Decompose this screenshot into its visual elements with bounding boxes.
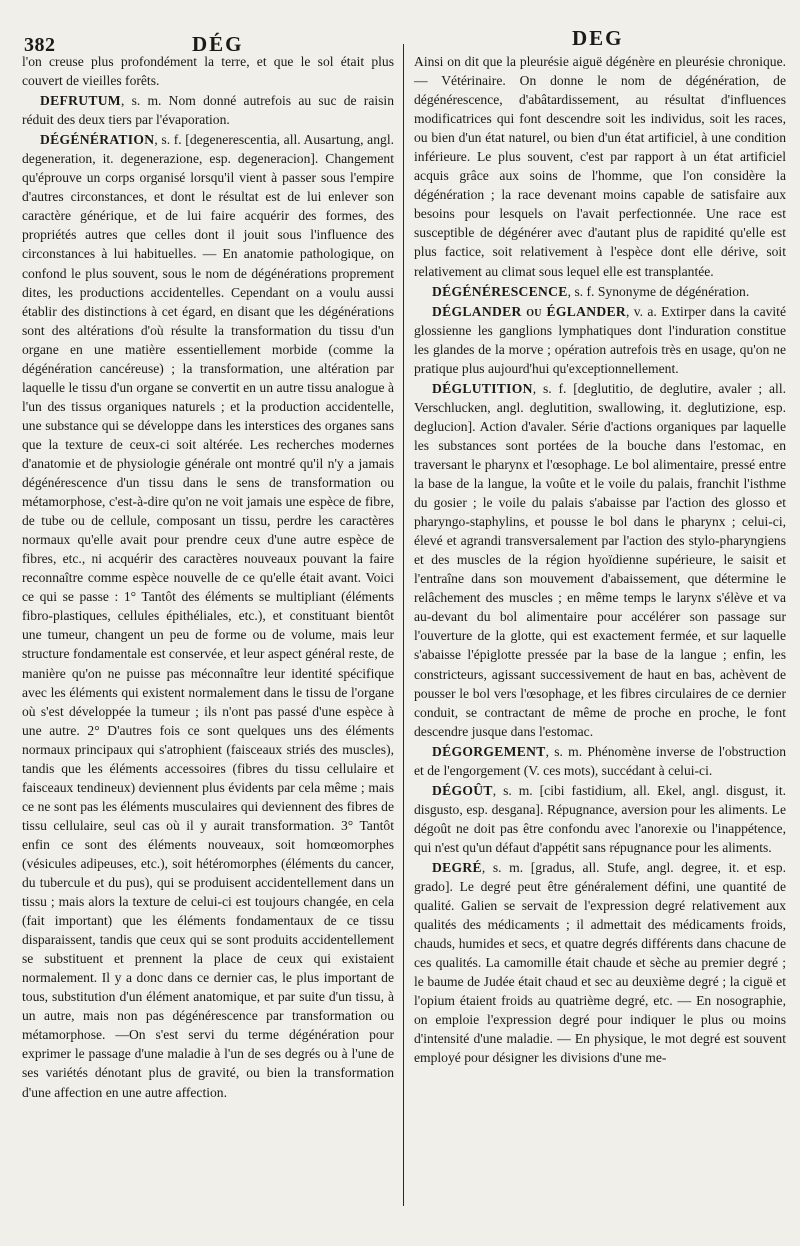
continued-paragraph <box>22 52 394 90</box>
entry-definition: Phénomène inverse de l'obstruction et de l'engorgement (V. ces mots), succédant à celui-ci. <box>414 743 786 778</box>
entry-part-of-speech: , s. f. <box>154 132 182 148</box>
left-column <box>22 52 394 1102</box>
left-running-head: DÉG <box>192 32 244 56</box>
entry-part-of-speech: , s. m. <box>492 782 533 798</box>
entry-part-of-speech: , s. m. <box>481 859 524 875</box>
entry-headword: DEGRÉ <box>432 859 482 875</box>
entry-headword: DÉGORGEMENT <box>432 743 546 759</box>
entry-part-of-speech: , s. f. <box>532 380 567 396</box>
page-header <box>6 18 792 56</box>
entry-part-of-speech: , s. f. <box>567 283 595 299</box>
entry-headword: DÉGÉNÉRESCENCE <box>432 283 568 299</box>
entry-definition: Nom donné autrefois au suc de raisin réduit des deux tiers par l'évaporation. <box>22 93 394 128</box>
entry-definition: [deglutitio, de deglutire, avaler ; all. Verschlucken, angl. deglutition, swallowing, it. deglutizione, esp. deglucion]. Action d'avaler. Série d'actions organiques par laquelle les substances sont portées de la bouche dans l'estomac, en traversant le pharynx et l'œsophage. Le bol alimentaire, pressé entre la base de la langue, la voûte et le voile du palais, franchit l'isthme du gosier ; le voile du palais s'abaisse par l'action des glosso et pharyngo-staphylins, et pousse le bol dans le pharynx ; celui-ci, élevé et agrandi transversalement par l'action des stylo-pharyngiens et des muscles de la région hyoïdienne supérieure, le saisit et l'entraîne dans son mouvement d'abaissement, que détermine le relâchement des muscles ; en même temps le larynx s'élève et va au-devant du bol alimentaire pour accélérer son passage sur l'ouverture de la glotte, qui est exactement fermée, et sur laquelle s'abaisse l'épiglotte pressée par la base de la langue ; enfin, les constricteurs, agissant successivement de haut en bas, achèvent de pousser le bol vers l'œsophage, et les fibres circulaires de ce dernier conduit, se contractant de même de proche en proche, le font descendre jusque dans l'estomac. <box>414 380 786 739</box>
entry-definition: [gradus, all. Stufe, angl. degree, it. et esp. grado]. Le degré peut être généralement défini, une quantité de qualité. Galien se servait de l'expression degré relativement aux qualités des médicaments ; il admettait des médicaments froids, chauds, humides et secs, et quatre degrés différents dans chacune de ces qualités. La camomille était chaude et sèche au premier degré ; le baume de Judée était chaud et sec au deuxième degré ; la ciguë et l'opium étaient froids au quatrième degré, etc. — En nosographie, on emploie l'expression degré pour indiquer le plus ou moins d'intensité d'une maladie. — En physique, le mot degré est souvent employé pour désigner les divisions d'une me- <box>414 859 787 1066</box>
entry-text: l'on creuse plus profondément la terre, et que le sol était plus couvert de vieilles forêts. <box>22 54 394 89</box>
entry-text: Ainsi on dit que la pleurésie aiguë dégénère en pleurésie chronique. — Vétérinaire. On donne le nom de dégénération, de dégénérescence, d'abâtardissement, au résultat d'influences modificatrices qui font descendre soit les individus, soit les races, ou bien d'un état naturel, ou bien d'un état artificiel, à une condition inférieure. Le plus souvent, c'est par rapport à un état artificiel acquis grâce aux soins de l'homme, que l'on considère la dégénération ; la race devenant moins capable de satisfaire aux besoins pour lesquels on l'avait perfectionnée. Une race est susceptible de dégénérer avec d'autant plus de rapidité qu'elle est plus factice, soit relativement à l'espèce dont elle dérive, soit relativement au climat sous lequel elle est transplantée. <box>414 54 786 279</box>
entry-headword: DÉGLUTITION <box>432 380 533 396</box>
entry-definition: Extirper dans la cavité glossienne les ganglions lymphatiques dont l'induration constitue les glandes de la morve ; opération autrefois très en usage, qu'on ne pratique plus aujourd'hui qu'exceptionnellement. <box>414 303 786 376</box>
entry-part-of-speech: , v. a. <box>625 303 657 319</box>
dictionary-entry <box>414 858 786 1068</box>
right-column <box>414 52 786 1067</box>
entry-definition: [degenerescentia, all. Ausartung, angl. degeneration, it. degenerazione, esp. degeneracion]. Changement qu'éprouve un corps organisé lorsqu'il vient à passer sous l'empire d'autres circonstances, et dont le résultat est de lui enlever son caractère générique, et de lui faire acquérir des formes, des propriétés autres que celles dont il jouit sous l'influence des circonstances à lui habituelles. — En anatomie pathologique, on confond le plus souvent, sous le nom de dégénérations proprement dites, les productions accidentelles. Cependant on a voulu aussi établir des distinctions à cet égard, en disant que les dégénérations sont des altérations d'où résulte la transformation du tissu d'un organe en une matière essentiellement morbide (comme la dégénération cancéreuse) ; la transformation, une altération par laquelle le tissu d'un organe se convertit en un autre tissu analogue à l'un des tissus organiques naturels ; et la production accidentelle, une substance qui se développe dans les interstices des organes sans que la texture de ceux-ci soit altérée. Les recherches modernes d'anatomie et de physiologie générale ont montré qu'il n'y a jamais dégénérescence d'un tissu dans le sens de transformation ou métamorphose, c'est-à-dire qu'on ne voit jamais une espèce de fibre, de tube ou de cellule, composant un tissu, perdre les caractères normaux qu'elle avait pour prendre ceux d'une autre espèce de fibres, etc., ni acquérir des caractères nouveaux pouvant la faire reconnaître comme espèce nouvelle de ce qu'elle était avant. Voici ce qui se passe : 1° Tantôt des éléments se multipliant (éléments fibro-plastiques, cellules épithéliales, etc.), et constituant bientôt une tumeur, changent un peu de forme ou de volume, mais leur structure fondamentale est conservée, et leur aspect général reste, de manière qu'on ne puisse pas méconnaître leur identité spécifique avec les éléments qui existent normalement dans le tissu de l'organe où s'est développée la tumeur ; ils n'ont pas passé d'une espèce à une autre. 2° D'autres fois ce sont quelques uns des éléments normaux principaux qui s'atrophient (faisceaux striés des muscles), tandis que les éléments accessoires (fibres du tissu cellulaire et faisceaux tendineux) deviennent plus évidents par cela même ; mais ce ne sont pas les éléments musculaires qui deviennent des fibres de tissu cellulaire, seul cas où il y aurait transformation. 3° Tantôt enfin ce sont des éléments nouveaux, soit homœomorphes (vésicules adipeuses, etc.), soit hétéromorphes (éléments du cancer, du tubercule et du pus), qui se produisent accidentellement dans un tissu ; mais alors la texture de celui-ci est toujours changée, en cela (fait important) que les éléments fondamentaux de ce tissu disparaissent, tandis que ceux qui se sont produits accidentellement se substituent et prennent la place de ceux qui existaient normalement. Il y a donc dans ce dernier cas, le plus important de tous, substitution d'un élément anatomique, et par suite d'un tissu, à un autre, mais non pas dégénérescence par transformation ou métamorphose. —On s'est servi du terme dégénération pour exprimer le passage d'une maladie à l'un de ses degrés ou à l'une de ses variétés dénotant plus de gravité, ou bien la transformation d'une affection en une autre affection. <box>22 132 394 1100</box>
dictionary-entry <box>22 91 394 129</box>
entry-headword: DEFRUTUM <box>40 93 121 109</box>
dictionary-entry <box>414 302 786 378</box>
entry-definition: Synonyme de dégénération. <box>594 283 750 299</box>
entry-headword: DÉGOÛT <box>432 782 493 798</box>
right-running-head: DEG <box>572 26 624 50</box>
entry-part-of-speech: , s. m. <box>120 93 162 109</box>
continued-paragraph <box>414 52 786 281</box>
dictionary-entry <box>22 130 394 1101</box>
entry-headword: DÉGLANDER ou ÉGLANDER <box>432 303 626 319</box>
text-columns <box>0 52 800 1238</box>
dictionary-entry <box>414 282 786 301</box>
entry-definition: [cibi fastidium, all. Ekel, angl. disgust, it. disgusto, esp. desgana]. Répugnance, aversion pour les aliments. Le dégoût ne doit pas être confondu avec l'anorexie ou l'inappétence, qui n'est qu'un défaut d'appétit sans répugnance pour les aliments. <box>414 782 786 855</box>
entry-headword: DÉGÉNÉRATION <box>40 132 155 148</box>
dictionary-entry <box>414 379 786 741</box>
dictionary-entry <box>414 742 786 780</box>
dictionary-entry <box>414 781 786 857</box>
page-number: 382 <box>24 34 56 56</box>
entry-part-of-speech: , s. m. <box>545 743 583 759</box>
